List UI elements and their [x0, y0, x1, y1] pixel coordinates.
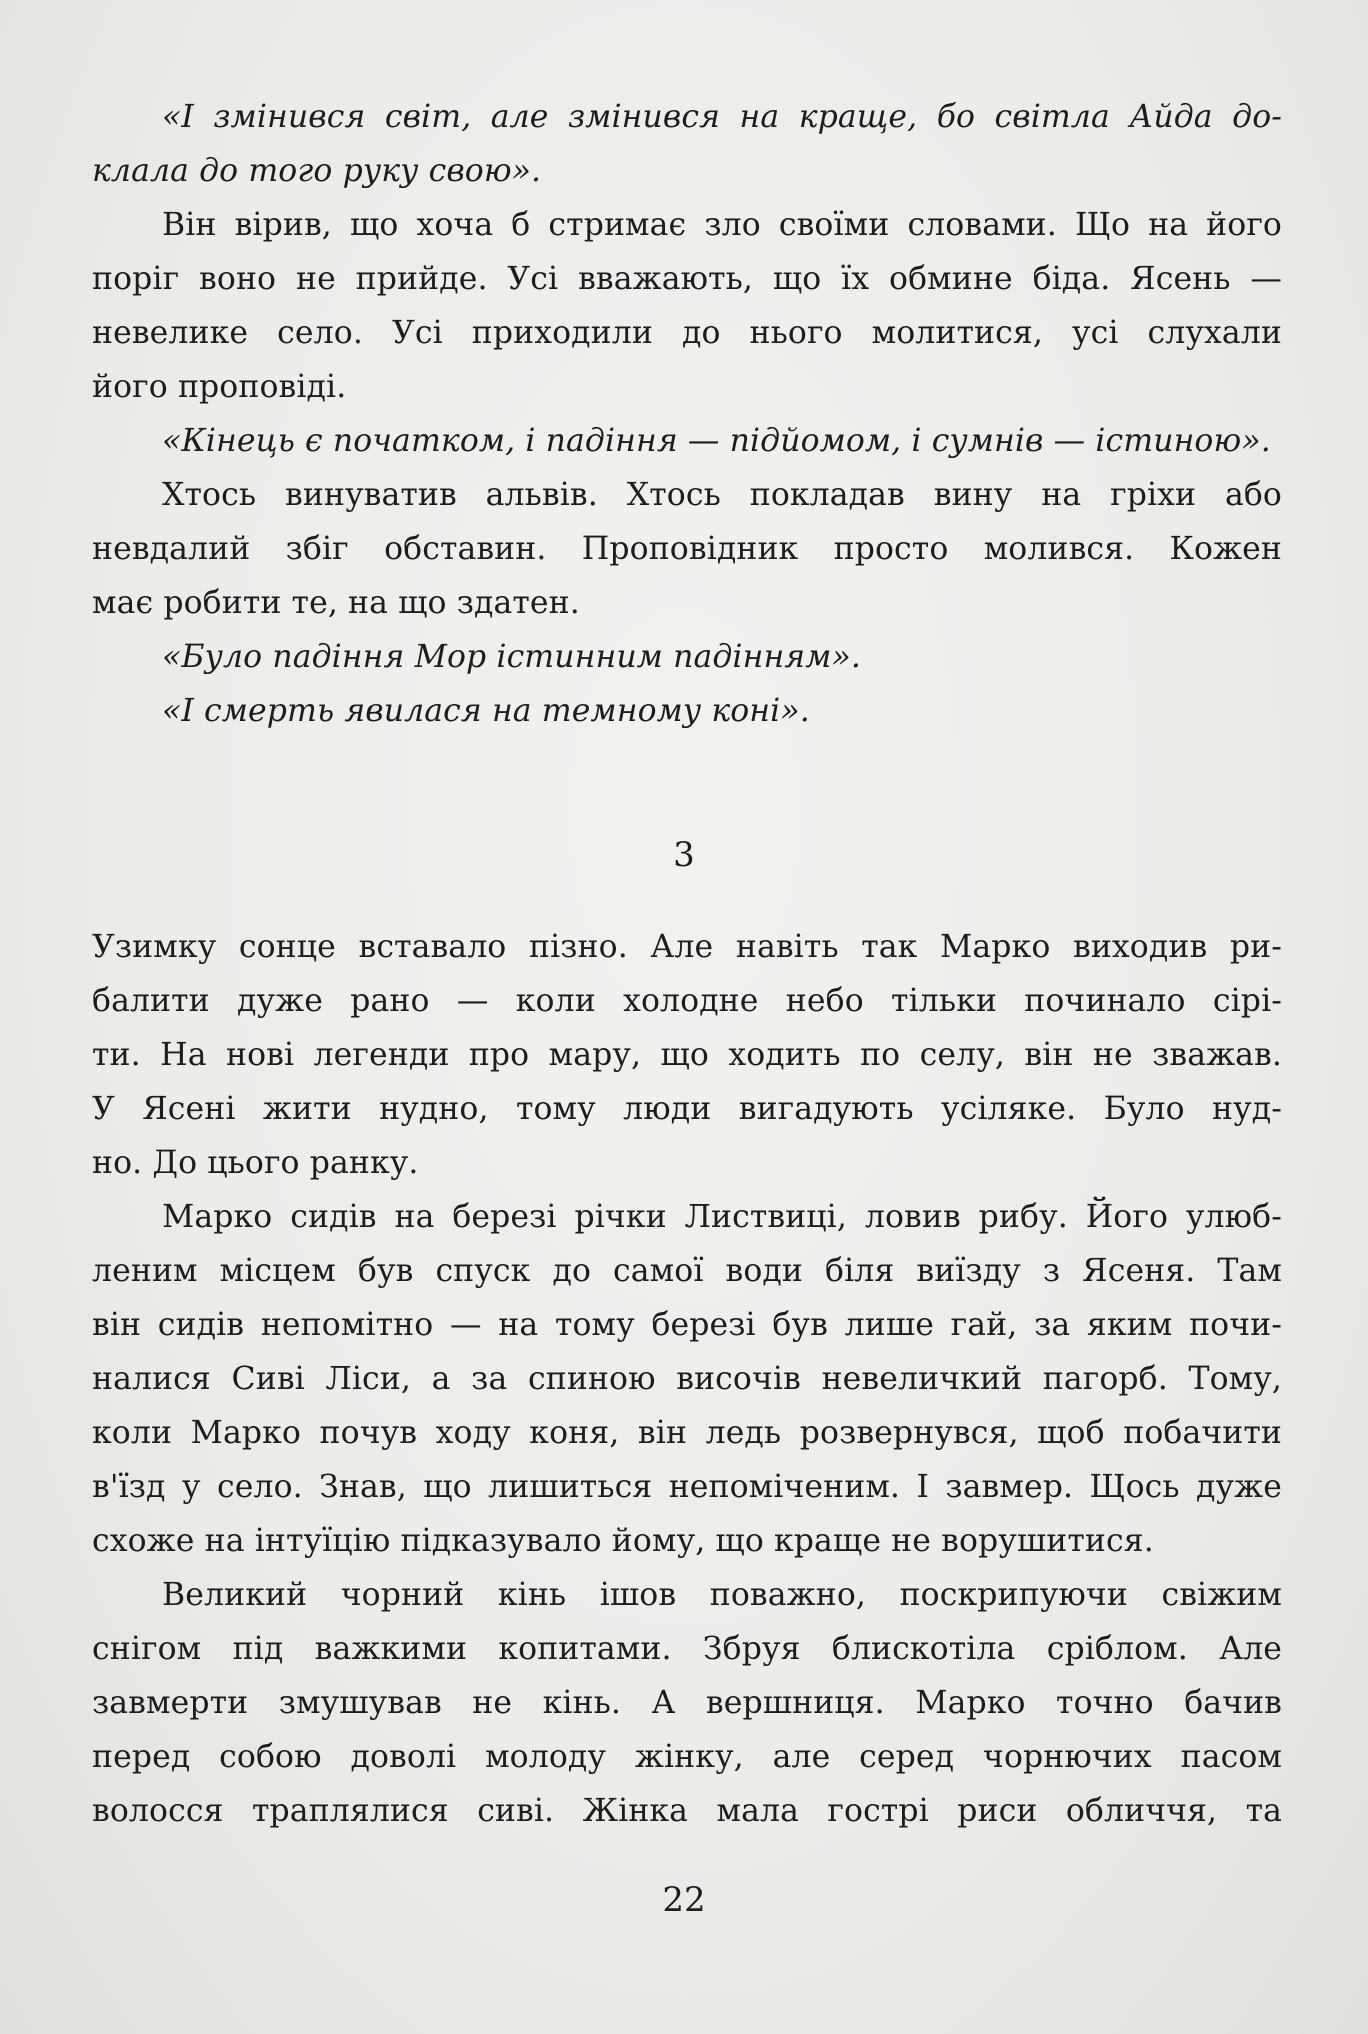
text-line: невдалий збіг обставин. Проповідник просто молився. Кожен [92, 531, 1282, 567]
page-number: 22 [662, 1880, 706, 1920]
text-line: Хтось винуватив альвів. Хтось покладав вину на гріхи або [162, 477, 1282, 513]
text-line: його проповіді. [92, 369, 347, 405]
text-line: «Було падіння Мор істинним падінням». [162, 639, 861, 675]
text-line: «Кінець є початком, і падіння — підйомом, і сумнів — істиною». [162, 423, 1271, 459]
text-line: Марко сидів на березі річки Листвиці, ловив рибу. Його улюб- [162, 1199, 1282, 1235]
text-line: схоже на інтуїцію підказувало йому, що краще не ворушитися. [92, 1523, 1154, 1559]
text-line: леним місцем був спуск до самої води біля виїзду з Ясеня. Там [92, 1253, 1282, 1289]
text-line: коли Марко почув ходу коня, він ледь розвернувся, щоб побачити [92, 1415, 1282, 1451]
text-line: налися Сиві Ліси, а за спиною височів невеличкий пагорб. Тому, [92, 1361, 1282, 1397]
text-line: «І змінився світ, але змінився на краще, бо світла Айда до- [162, 99, 1282, 135]
text-line: Узимку сонце вставало пізно. Але навіть так Марко виходив ри- [92, 929, 1282, 965]
text-line: У Ясені жити нудно, тому люди вигадують усіляке. Було нуд- [92, 1091, 1282, 1127]
text-line: клала до того руку свою». [92, 153, 542, 189]
text-line: но. До цього ранку. [92, 1145, 419, 1181]
text-line: «І смерть явилася на темному коні». [162, 693, 810, 729]
text-line: в'їзд у село. Знав, що лишиться непоміченим. І завмер. Щось дуже [92, 1469, 1282, 1505]
text-line: він сидів непомітно — на тому березі був лише гай, за яким почи- [92, 1307, 1282, 1343]
text-line: невелике село. Усі приходили до нього молитися, усі слухали [92, 315, 1282, 351]
text-line: перед собою доволі молоду жінку, але серед чорнючих пасом [92, 1739, 1282, 1775]
chapter-number: 3 [673, 835, 695, 875]
text-line: Великий чорний кінь ішов поважно, поскрипуючи свіжим [162, 1577, 1282, 1613]
text-line: Він вірив, що хоча б стримає зло своїми словами. Що на його [162, 207, 1282, 243]
text-line: поріг воно не прийде. Усі вважають, що їх обмине біда. Ясень — [92, 261, 1282, 297]
text-line: волосся траплялися сиві. Жінка мала гострі риси обличчя, та [92, 1793, 1282, 1829]
chapter-text-block [92, 920, 1282, 1838]
text-line: ти. На нові легенди про мару, що ходить по селу, він не зважав. [92, 1037, 1282, 1073]
text-line: снігом під важкими копитами. Збруя блискотіла сріблом. Але [92, 1631, 1282, 1667]
text-line: має робити те, на що здатен. [92, 585, 580, 621]
text-line: завмерти змушував не кінь. А вершниця. Марко точно бачив [92, 1685, 1282, 1721]
text-line: балити дуже рано — коли холодне небо тільки починало сірі- [92, 983, 1282, 1019]
top-text-block [92, 90, 1282, 738]
